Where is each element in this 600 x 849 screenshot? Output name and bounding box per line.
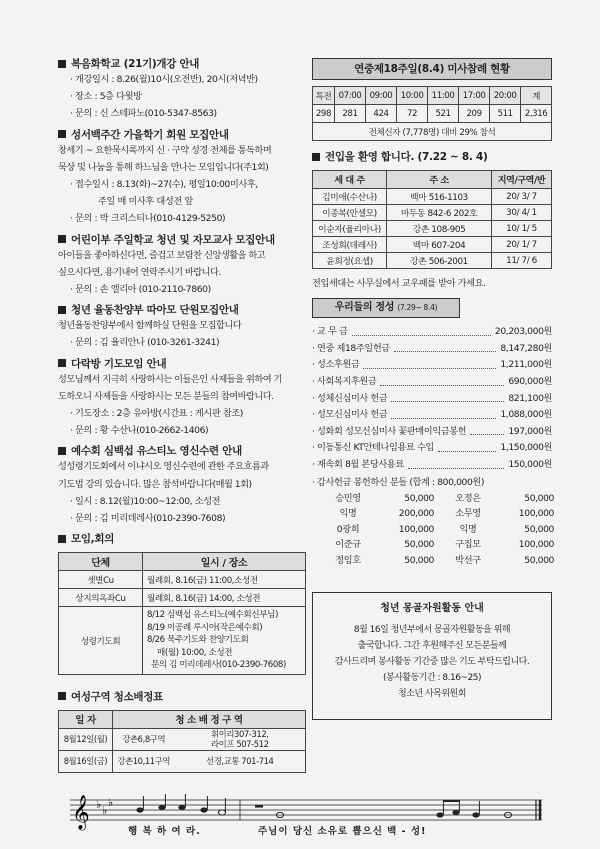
leader-dots: [352, 324, 491, 336]
table-header: 세 대 주: [313, 171, 387, 189]
table-row: [313, 205, 552, 221]
offering-amount: 690,000원: [508, 375, 552, 387]
table-cell: [143, 607, 306, 675]
offerings-period: (7.29~ 8.4): [397, 303, 438, 313]
donor-name: 승민영: [335, 492, 361, 504]
section-spiritual-exercises: [58, 443, 306, 527]
leader-dots: [438, 440, 496, 452]
right-column: [312, 58, 552, 720]
table-row: [59, 589, 306, 607]
table-cell: 김미애(수산나): [313, 189, 387, 205]
offering-row: [312, 341, 552, 358]
cell-line: 8/26 묵주기도와 찬양기도회: [147, 635, 249, 646]
offering-row: [312, 374, 552, 391]
offering-amount: 821,100원: [508, 392, 552, 404]
table-cell: [175, 728, 306, 750]
mongolia-notice-box: [312, 592, 552, 720]
leader-dots: [391, 407, 496, 419]
paragraph-line: 성모님께서 지극히 사랑하시는 이들은인 사제들을 위하여 기: [58, 373, 282, 385]
meetings-table: [58, 552, 306, 675]
svg-text:♭: ♭: [108, 796, 114, 809]
svg-text:♭: ♭: [102, 804, 108, 817]
mass-title: 연중제18주일(8.4) 미사참례 현황: [312, 58, 552, 80]
donor-amount: 50,000: [524, 523, 554, 535]
leader-dots: [380, 374, 504, 386]
section-title: 전입을 환영 합니다. (7.22 ~ 8. 4): [325, 151, 488, 163]
section-title: 모임,회의: [71, 533, 115, 546]
music-note-icon: [136, 794, 511, 818]
donor-name: 박선구: [455, 554, 481, 566]
paragraph-line: 도하오니 사제들을 사랑하시는 모든 분들의 참여바랍니다.: [58, 390, 274, 402]
table-cell: 선경,교통 701-714: [175, 750, 306, 772]
thanks-heading: · 감사헌금 봉헌하신 분들 (합계 : 800,000원): [312, 476, 485, 488]
table-row: [313, 253, 552, 269]
table-cell: 511: [490, 105, 521, 123]
svg-text:♭: ♭: [96, 798, 102, 811]
table-cell: 11/ 7/ 6: [492, 253, 552, 269]
table-cell: 209: [459, 105, 490, 123]
table-row: [313, 237, 552, 253]
table-cell: 10/ 1/ 5: [492, 221, 552, 237]
paragraph-line: 싶으시다면, 용기내어 연락주시기 바랍니다.: [58, 266, 221, 278]
section-title: 복음화학교 (21기)개강 안내: [71, 58, 200, 70]
offerings-list: [312, 324, 552, 473]
section-title: 청년 율동찬양부 따아모 단원모집안내: [71, 304, 239, 317]
table-cell: 09:00: [365, 87, 396, 105]
offering-label: · 성모신심미사 헌금: [312, 409, 388, 421]
offering-label: · 성소후원금: [312, 359, 360, 371]
section-meetings: [58, 531, 306, 675]
table-row: [59, 750, 306, 772]
square-bullet-icon: [58, 359, 66, 367]
cell-line: 문의 김 미리데레사(010-2390-7608): [151, 660, 286, 671]
leader-dots: [470, 424, 504, 436]
hymn-lyric: 주님이 당신 소유로 뽑으신 백 - 성!: [258, 826, 427, 837]
cell-line: 라이프 507-512: [210, 739, 269, 750]
square-bullet-icon: [58, 692, 66, 700]
notice-line: 8월 16일 청년부에서 몽골자원활동을 위해: [353, 625, 511, 636]
table-cell: 특전: [313, 87, 335, 105]
offering-label: · 성체신심미사 헌금: [312, 392, 388, 404]
table-cell: 298: [313, 105, 335, 123]
table-cell: 11:00: [428, 87, 459, 105]
offering-label: · 성화회 성모신심미사 꽃판매이익금봉헌: [312, 425, 467, 437]
offering-amount: 8,147,280원: [500, 342, 552, 354]
donor-amount: 50,000: [524, 554, 554, 566]
info-line: · 문의 : 김 미리데레사(010-2390-7608): [70, 513, 226, 525]
section-title: 성서백주간 가을학기 회원 모집안내: [71, 128, 229, 141]
info-line: · 일시 : 8.12(월)10:00~12:00, 소성전: [70, 495, 221, 507]
table-row: [313, 87, 552, 105]
donor-name: 익명: [339, 508, 357, 520]
offering-row: [312, 407, 552, 424]
table-row: [313, 123, 552, 141]
leader-dots: [408, 457, 505, 469]
table-cell: 424: [365, 105, 396, 123]
square-bullet-icon: [58, 306, 66, 314]
donor-name: 소무영: [455, 508, 481, 520]
info-line: · 장소 : 5층 다윗방: [70, 91, 142, 103]
table-cell: 셋별Cu: [59, 571, 143, 589]
offering-row: [312, 457, 552, 474]
table-row: [313, 221, 552, 237]
paragraph-line: 묵상 및 나눔을 통해 하느님을 만나는 모임입니다(주1회): [58, 161, 269, 173]
table-cell: 강촌6,8구역: [113, 728, 175, 750]
info-line: 주일 매 미사후 대성전 앞: [98, 196, 193, 208]
table-cell: 521: [428, 105, 459, 123]
transfer-table: [312, 170, 552, 269]
table-cell: 이순자(율리아나): [313, 221, 387, 237]
table-cell: 10:00: [397, 87, 428, 105]
leader-dots: [363, 357, 496, 369]
left-column: [58, 52, 306, 773]
table-cell: 강촌 506-2001: [387, 253, 492, 269]
paragraph-line: 성성령기도회에서 이냐시오 영신수련에 관한 주요흐름과: [58, 461, 269, 473]
donor-name: 익명: [459, 523, 477, 535]
notice-signature: 청소년 사목위원회: [398, 689, 466, 700]
table-cell: 마두동 842-6 202호: [387, 205, 492, 221]
offering-row: [312, 424, 552, 441]
offering-row: [312, 357, 552, 374]
table-cell: 계: [521, 87, 552, 105]
table-cell: 07:00: [334, 87, 365, 105]
donor-amount: 200,000: [398, 508, 434, 520]
section-youth-praise: [58, 302, 306, 351]
hymn-lyric: 행 복 하 여 라.: [128, 826, 201, 837]
section-title: 다락방 기도모임 안내: [71, 357, 167, 370]
section-mass-attendance: [312, 58, 552, 141]
table-cell: 월례회, 8.16(금) 14:00, 소성전: [143, 589, 306, 607]
info-line: · 접수일시 : 8.13(화)~27(수), 평일10:00미사후,: [70, 179, 258, 191]
table-cell: 조성희(데레사): [313, 237, 387, 253]
paragraph-line: 창세기 ~ 요한묵시록까지 신 · 구약 성경 전체를 통독하며: [58, 144, 272, 156]
table-cell: 30/ 4/ 1: [492, 205, 552, 221]
info-line: · 기도장소 : 2층 유아방(시간표 : 게시판 참조): [70, 408, 243, 420]
table-cell: 8월16일(금): [59, 750, 113, 772]
donor-amount: 100,000: [518, 539, 554, 551]
square-bullet-icon: [58, 60, 66, 68]
donor-name: 오정은: [455, 492, 481, 504]
info-line: · 문의 : 손 엘리아 (010-2110-7860): [70, 284, 211, 296]
table-cell: 강촌10,11구역: [113, 750, 175, 772]
section-prayer-meeting: [58, 356, 306, 440]
info-line: · 문의 : 황 수산나(010-2662-1406): [70, 425, 209, 437]
donor-amount: 100,000: [518, 508, 554, 520]
notice-line: (봉사활동기간 : 8.16~25): [383, 673, 481, 684]
offering-row: [312, 324, 552, 341]
table-cell: 72: [397, 105, 428, 123]
table-cell: 281: [334, 105, 365, 123]
notice-line: 감사드리며 봉사활동 기간중 많은 기도 부탁드립니다.: [334, 657, 530, 668]
table-cell: 백마 516-1103: [387, 189, 492, 205]
section-transfer: [312, 149, 552, 292]
donor-name: 0광희: [336, 523, 360, 535]
table-cell: 8월12일(월): [59, 728, 113, 750]
table-row: [313, 105, 552, 123]
section-bible-school: [58, 56, 306, 123]
offering-amount: 197,000원: [508, 425, 552, 437]
offering-amount: 1,150,000원: [500, 442, 552, 454]
donor-name: 정임호: [335, 554, 361, 566]
table-cell: 20/ 3/ 7: [492, 189, 552, 205]
offering-amount: 150,000원: [508, 458, 552, 470]
info-line: · 문의 : 박 크리스티나(010-4129-5250): [70, 213, 226, 225]
flat-signs: [96, 796, 113, 817]
cell-line: 8/19 이공례 루시아(작은예수회): [147, 622, 263, 633]
table-cell: 20:00: [490, 87, 521, 105]
info-line: · 개강일시 : 8.26(월)10시(오전반), 20시(저녁반): [70, 74, 258, 85]
leader-dots: [394, 341, 497, 353]
donor-amount: 50,000: [404, 492, 434, 504]
offering-label: · 연중 제18주일헌금: [312, 342, 390, 354]
donor-amount: 50,000: [404, 539, 434, 551]
table-row: [59, 607, 306, 675]
info-line: · 문의 : 김 율리안나 (010-3261-3241): [70, 337, 220, 349]
table-header: 지역/구역/반: [492, 171, 552, 189]
table-header: 주 소: [387, 171, 492, 189]
donor-name: 이준규: [335, 539, 361, 551]
cleaning-table: [58, 710, 306, 773]
transfer-note: 전입세대는 사무실에서 교우패를 받아 가세요.: [312, 278, 486, 289]
offering-row: [312, 391, 552, 408]
table-cell: 20/ 1/ 7: [492, 237, 552, 253]
square-bullet-icon: [58, 130, 66, 138]
table-cell: 강촌 108-905: [387, 221, 492, 237]
offering-amount: 1,211,000원: [500, 359, 552, 371]
table-header: 일시 / 장소: [143, 553, 306, 571]
offering-amount: 1,088,000원: [500, 409, 552, 421]
offering-label: · 사회복지후원금: [312, 375, 377, 387]
treble-clef-icon: 𝄞: [72, 795, 90, 830]
offering-label: · 재속회 8월 본당사용료: [312, 458, 404, 470]
table-cell: 전체신자 (7,778명) 대비 29% 참석: [313, 123, 552, 141]
mass-table: [312, 86, 552, 141]
table-header: 청 소 배 정 구 역: [113, 710, 306, 728]
table-row: [313, 189, 552, 205]
table-cell: 월례회, 8.16(금) 11:00,소성전: [143, 571, 306, 589]
section-title: 어린이부 주일학교 청년 및 자모교사 모집안내: [71, 233, 275, 246]
cell-line: 휘이리307-312,: [210, 729, 269, 740]
section-sunday-school: [58, 232, 306, 299]
donor-name: 구집모: [455, 539, 481, 551]
paragraph-line: 청년율동찬양부에서 함께하실 단원을 모집합니다: [58, 320, 242, 332]
notice-line: 출국합니다. 그간 후원해주신 모든분들께: [357, 641, 507, 652]
table-header: 단체: [59, 553, 143, 571]
section-title: 여성구역 청소배정표: [71, 690, 163, 703]
table-header: 일 자: [59, 710, 113, 728]
offerings-title-box: [312, 298, 460, 318]
square-bullet-icon: [58, 235, 66, 243]
donor-amount: 50,000: [404, 554, 434, 566]
table-cell: 17:00: [459, 87, 490, 105]
square-bullet-icon: [58, 535, 66, 543]
paragraph-line: 기도법 강의 있습니다. 많은 참석바랍니다(매월 1회): [58, 478, 252, 490]
donor-amount: 100,000: [398, 523, 434, 535]
table-cell: 상지의옥좌Cu: [59, 589, 143, 607]
offering-row: [312, 440, 552, 457]
leader-dots: [391, 391, 504, 403]
info-line: · 문의 : 신 스테파노(010-5347-8563): [70, 108, 217, 120]
cell-line: 8/12 심백섭 유스티노(예수회신부님): [147, 610, 278, 621]
table-cell: 백마 607-204: [387, 237, 492, 253]
offerings-title: 우리들의 정성: [334, 302, 395, 314]
table-cell: 2,316: [521, 105, 552, 123]
square-bullet-icon: [58, 447, 66, 455]
offering-label: · 교 무 금: [312, 326, 348, 338]
donor-grid: [312, 491, 552, 569]
section-title: 예수회 심백섭 유스티노 영신수련 안내: [71, 445, 242, 458]
table-row: [59, 571, 306, 589]
section-offerings: [312, 298, 552, 568]
square-bullet-icon: [312, 153, 320, 161]
paragraph-line: 아이들을 좋아하신다면, 즐겁고 보람찬 신앙생활을 하고: [58, 249, 266, 261]
offering-label: · 이동통신 KT안테나임용료 수입: [312, 442, 434, 454]
table-row: [59, 728, 306, 750]
table-cell: 윤희정(요셉): [313, 253, 387, 269]
section-bible-100-weeks: [58, 127, 306, 228]
donor-amount: 50,000: [524, 492, 554, 504]
offering-amount: 20,203,000원: [494, 326, 552, 338]
section-cleaning: [58, 689, 306, 773]
notice-title: 청년 몽골자원활동 안내: [380, 603, 484, 615]
table-cell: 성령기도회: [59, 607, 143, 675]
cell-line: 매(월) 10:00, 소성전: [157, 647, 233, 658]
table-cell: 이종복(안셀모): [313, 205, 387, 221]
